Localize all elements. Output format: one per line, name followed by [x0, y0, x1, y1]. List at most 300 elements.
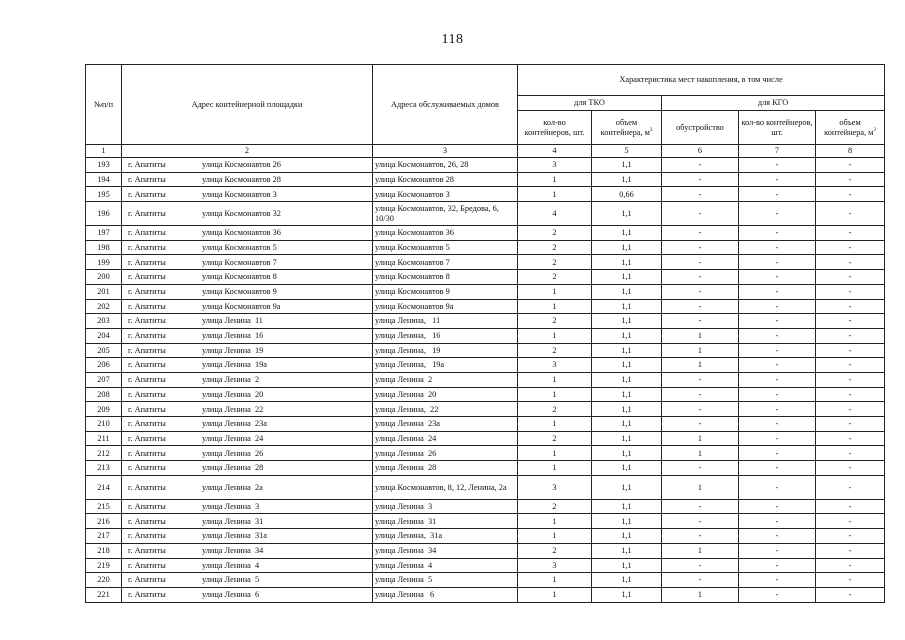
kgo-count: - [739, 328, 816, 343]
kgo-arrangement: - [662, 284, 739, 299]
site-street: улица Космонавтов 28 [202, 174, 281, 184]
site-city: г. Апатиты [128, 242, 166, 252]
table-row [86, 417, 885, 432]
site-city: г. Апатиты [128, 160, 166, 170]
site-city: г. Апатиты [128, 375, 166, 385]
site-address [122, 314, 373, 329]
served-houses: улица Ленина 24 [373, 431, 518, 446]
row-number: 221 [86, 587, 122, 602]
kgo-count: - [739, 226, 816, 241]
tko-count: 1 [518, 284, 592, 299]
site-street: улица Ленина 6 [202, 590, 260, 600]
tko-count: 2 [518, 226, 592, 241]
collection-sites-table [85, 64, 885, 603]
kgo-count: - [739, 372, 816, 387]
served-houses: улица Космонавтов, 8, 12, Ленина, 2а [373, 475, 518, 499]
site-city: г. Апатиты [128, 316, 166, 326]
kgo-arrangement: - [662, 417, 739, 432]
site-street: улица Ленина 11 [202, 316, 263, 326]
kgo-count: - [739, 573, 816, 588]
kgo-arrangement: 1 [662, 328, 739, 343]
kgo-count: - [739, 475, 816, 499]
table-row [86, 328, 885, 343]
kgo-arrangement: 1 [662, 358, 739, 373]
table-row [86, 255, 885, 270]
tko-count: 1 [518, 417, 592, 432]
kgo-volume: - [816, 558, 885, 573]
kgo-arrangement: 1 [662, 543, 739, 558]
table-row [86, 475, 885, 499]
kgo-volume: - [816, 172, 885, 187]
kgo-arrangement: 1 [662, 431, 739, 446]
served-houses: улица Ленина, 31а [373, 529, 518, 544]
site-address [122, 587, 373, 602]
table-row [86, 387, 885, 402]
kgo-arrangement: - [662, 255, 739, 270]
site-address [122, 372, 373, 387]
row-number: 213 [86, 461, 122, 476]
header-kgo-volume: объем контейнера, $м^3$ [816, 111, 885, 145]
index-cell: 4 [518, 145, 592, 158]
kgo-count: - [739, 299, 816, 314]
tko-count: 1 [518, 514, 592, 529]
site-street: улица Ленина 20 [202, 389, 264, 399]
row-number: 204 [86, 328, 122, 343]
row-number: 207 [86, 372, 122, 387]
site-street: улица Космонавтов 5 [202, 242, 277, 252]
kgo-arrangement: - [662, 514, 739, 529]
tko-volume: 1,1 [592, 417, 662, 432]
tko-volume: 1,1 [592, 226, 662, 241]
site-address [122, 529, 373, 544]
tko-count: 1 [518, 172, 592, 187]
served-houses: улица Ленина 23а [373, 417, 518, 432]
kgo-volume: - [816, 240, 885, 255]
site-address [122, 402, 373, 417]
kgo-volume: - [816, 543, 885, 558]
table-row [86, 270, 885, 285]
kgo-count: - [739, 343, 816, 358]
tko-volume: 1,1 [592, 543, 662, 558]
tko-count: 2 [518, 240, 592, 255]
tko-volume: 1,1 [592, 270, 662, 285]
table-row [86, 431, 885, 446]
site-address [122, 255, 373, 270]
tko-count: 2 [518, 499, 592, 514]
header-num: №п/п [86, 65, 122, 145]
row-number: 216 [86, 514, 122, 529]
tko-volume: 1,1 [592, 514, 662, 529]
site-address [122, 499, 373, 514]
tko-count: 2 [518, 543, 592, 558]
kgo-volume: - [816, 514, 885, 529]
row-number: 218 [86, 543, 122, 558]
kgo-count: - [739, 461, 816, 476]
header-characteristics: Характеристика мест накопления, в том числе [518, 65, 885, 96]
served-houses: улица Ленина, 11 [373, 314, 518, 329]
table-row [86, 461, 885, 476]
site-street: улица Космонавтов 36 [202, 228, 281, 238]
kgo-count: - [739, 402, 816, 417]
served-houses: улица Ленина 2 [373, 372, 518, 387]
site-city: г. Апатиты [128, 345, 166, 355]
kgo-count: - [739, 255, 816, 270]
kgo-arrangement: - [662, 172, 739, 187]
kgo-arrangement: - [662, 558, 739, 573]
row-number: 220 [86, 573, 122, 588]
site-street: улица Ленина 19 [202, 345, 264, 355]
kgo-volume: - [816, 387, 885, 402]
site-city: г. Апатиты [128, 331, 166, 341]
kgo-arrangement: - [662, 402, 739, 417]
kgo-volume: - [816, 343, 885, 358]
header-kgo: для КГО [662, 96, 885, 111]
tko-count: 4 [518, 202, 592, 226]
kgo-volume: - [816, 587, 885, 602]
table-row [86, 284, 885, 299]
site-street: улица Космонавтов 9а [202, 301, 281, 311]
tko-count: 1 [518, 387, 592, 402]
page-number: 118 [441, 32, 464, 47]
site-address [122, 573, 373, 588]
tko-volume: 1,1 [592, 461, 662, 476]
tko-volume: 1,1 [592, 499, 662, 514]
table-row [86, 187, 885, 202]
kgo-volume: - [816, 372, 885, 387]
served-houses: улица Ленина 3 [373, 499, 518, 514]
table-row [86, 172, 885, 187]
tko-volume: 0,66 [592, 187, 662, 202]
tko-count: 3 [518, 358, 592, 373]
kgo-volume: - [816, 226, 885, 241]
site-address [122, 543, 373, 558]
header-served-houses: Адреса обслуживаемых домов [373, 65, 518, 145]
kgo-volume: - [816, 328, 885, 343]
site-city: г. Апатиты [128, 501, 166, 511]
tko-count: 2 [518, 255, 592, 270]
tko-volume: 1,1 [592, 240, 662, 255]
kgo-count: - [739, 446, 816, 461]
tko-count: 1 [518, 328, 592, 343]
row-number: 193 [86, 158, 122, 173]
row-number: 212 [86, 446, 122, 461]
table-row [86, 587, 885, 602]
kgo-arrangement: - [662, 299, 739, 314]
site-street: улица Ленина 2 [202, 375, 260, 385]
kgo-volume: - [816, 255, 885, 270]
tko-count: 1 [518, 573, 592, 588]
site-address [122, 270, 373, 285]
site-address [122, 475, 373, 499]
table-row [86, 343, 885, 358]
served-houses: улица Космонавтов 5 [373, 240, 518, 255]
site-street: улица Ленина 28 [202, 463, 264, 473]
site-street: улица Ленина 23а [202, 419, 267, 429]
served-houses: улица Космонавтов 7 [373, 255, 518, 270]
served-houses: улица Ленина, 19а [373, 358, 518, 373]
tko-volume: 1,1 [592, 314, 662, 329]
table-row [86, 446, 885, 461]
site-city: г. Апатиты [128, 208, 166, 218]
tko-volume: 1,1 [592, 446, 662, 461]
kgo-arrangement: 1 [662, 475, 739, 499]
kgo-arrangement: - [662, 461, 739, 476]
row-number: 206 [86, 358, 122, 373]
site-address [122, 202, 373, 226]
served-houses: улица Космонавтов 9 [373, 284, 518, 299]
site-address [122, 358, 373, 373]
table-row [86, 226, 885, 241]
site-street: улица Ленина 5 [202, 575, 260, 585]
index-cell: 5 [592, 145, 662, 158]
index-cell: 1 [86, 145, 122, 158]
table-row [86, 558, 885, 573]
tko-count: 1 [518, 587, 592, 602]
table-row [86, 372, 885, 387]
tko-volume: 1,1 [592, 343, 662, 358]
kgo-count: - [739, 358, 816, 373]
site-street: улица Ленина 34 [202, 546, 264, 556]
site-street: улица Космонавтов 32 [202, 208, 281, 218]
tko-volume: 1,1 [592, 431, 662, 446]
kgo-count: - [739, 387, 816, 402]
site-city: г. Апатиты [128, 301, 166, 311]
tko-count: 1 [518, 299, 592, 314]
tko-volume: 1,1 [592, 255, 662, 270]
kgo-count: - [739, 284, 816, 299]
site-city: г. Апатиты [128, 287, 166, 297]
row-number: 201 [86, 284, 122, 299]
kgo-count: - [739, 202, 816, 226]
site-address [122, 172, 373, 187]
kgo-volume: - [816, 417, 885, 432]
kgo-count: - [739, 514, 816, 529]
column-index-row [86, 145, 885, 158]
table-row [86, 529, 885, 544]
site-street: улица Ленина 31 [202, 516, 264, 526]
site-city: г. Апатиты [128, 404, 166, 414]
tko-count: 1 [518, 461, 592, 476]
header-kgo-count: кол-во контейнеров, шт. [739, 111, 816, 145]
row-number: 214 [86, 475, 122, 499]
row-number: 202 [86, 299, 122, 314]
kgo-count: - [739, 270, 816, 285]
tko-volume: 1,1 [592, 158, 662, 173]
tko-volume: 1,1 [592, 587, 662, 602]
site-address [122, 187, 373, 202]
site-address [122, 226, 373, 241]
tko-volume: 1,1 [592, 475, 662, 499]
table-row [86, 158, 885, 173]
served-houses: улица Ленина 26 [373, 446, 518, 461]
site-street: улица Ленина 26 [202, 448, 264, 458]
tko-count: 2 [518, 343, 592, 358]
served-houses: улица Космонавтов 28 [373, 172, 518, 187]
tko-count: 2 [518, 431, 592, 446]
kgo-count: - [739, 187, 816, 202]
row-number: 197 [86, 226, 122, 241]
kgo-volume: - [816, 187, 885, 202]
served-houses: улица Космонавтов, 26, 28 [373, 158, 518, 173]
site-city: г. Апатиты [128, 482, 166, 492]
served-houses: улица Ленина 31 [373, 514, 518, 529]
kgo-arrangement: - [662, 240, 739, 255]
site-address [122, 240, 373, 255]
site-street: улица Ленина 31а [202, 531, 267, 541]
tko-volume: 1,1 [592, 284, 662, 299]
site-address [122, 158, 373, 173]
kgo-arrangement: - [662, 314, 739, 329]
kgo-arrangement: - [662, 270, 739, 285]
kgo-volume: - [816, 314, 885, 329]
tko-volume: 1,1 [592, 529, 662, 544]
kgo-count: - [739, 172, 816, 187]
site-city: г. Апатиты [128, 174, 166, 184]
site-city: г. Апатиты [128, 189, 166, 199]
index-cell: 6 [662, 145, 739, 158]
row-number: 199 [86, 255, 122, 270]
row-number: 196 [86, 202, 122, 226]
kgo-count: - [739, 529, 816, 544]
site-city: г. Апатиты [128, 228, 166, 238]
kgo-count: - [739, 543, 816, 558]
tko-volume: 1,1 [592, 573, 662, 588]
table-row [86, 299, 885, 314]
header-tko-count: кол-во контейнеров, шт. [518, 111, 592, 145]
site-city: г. Апатиты [128, 575, 166, 585]
tko-count: 2 [518, 314, 592, 329]
site-address [122, 446, 373, 461]
site-street: улица Ленина 4 [202, 560, 260, 570]
site-street: улица Ленина 3 [202, 501, 260, 511]
site-address [122, 299, 373, 314]
site-city: г. Апатиты [128, 360, 166, 370]
tko-volume: 1,1 [592, 372, 662, 387]
table-row [86, 402, 885, 417]
kgo-count: - [739, 558, 816, 573]
kgo-volume: - [816, 202, 885, 226]
header-tko: для ТКО [518, 96, 662, 111]
served-houses: улица Ленина 20 [373, 387, 518, 402]
site-street: улица Космонавтов 3 [202, 189, 277, 199]
index-cell: 8 [816, 145, 885, 158]
table-row [86, 573, 885, 588]
kgo-count: - [739, 240, 816, 255]
row-number: 203 [86, 314, 122, 329]
table-body [86, 158, 885, 603]
site-address [122, 343, 373, 358]
site-street: улица Ленина 22 [202, 404, 264, 414]
tko-volume: 1,1 [592, 299, 662, 314]
served-houses: улица Ленина, 22 [373, 402, 518, 417]
tko-count: 2 [518, 402, 592, 417]
site-street: улица Ленина 24 [202, 433, 264, 443]
table-row [86, 202, 885, 226]
row-number: 208 [86, 387, 122, 402]
header-site-address: Адрес контейнерной площадки [122, 65, 373, 145]
table-row [86, 514, 885, 529]
served-houses: улица Космонавтов 8 [373, 270, 518, 285]
tko-count: 1 [518, 446, 592, 461]
kgo-arrangement: - [662, 372, 739, 387]
table-row [86, 499, 885, 514]
served-houses: улица Ленина 28 [373, 461, 518, 476]
site-address [122, 328, 373, 343]
kgo-count: - [739, 587, 816, 602]
served-houses: улица Ленина 34 [373, 543, 518, 558]
site-street: улица Ленина 19а [202, 360, 267, 370]
header-tko-volume: объем контейнера, $м^3$ [592, 111, 662, 145]
row-number: 195 [86, 187, 122, 202]
site-street: улица Космонавтов 9 [202, 287, 277, 297]
tko-volume: 1,1 [592, 358, 662, 373]
served-houses: улица Ленина, 16 [373, 328, 518, 343]
site-city: г. Апатиты [128, 590, 166, 600]
tko-count: 3 [518, 558, 592, 573]
served-houses: улица Ленина 5 [373, 573, 518, 588]
served-houses: улица Космонавтов 36 [373, 226, 518, 241]
row-number: 215 [86, 499, 122, 514]
row-number: 211 [86, 431, 122, 446]
kgo-count: - [739, 158, 816, 173]
row-number: 209 [86, 402, 122, 417]
kgo-arrangement: - [662, 187, 739, 202]
tko-volume: 1,1 [592, 172, 662, 187]
tko-count: 3 [518, 158, 592, 173]
table-row [86, 240, 885, 255]
row-number: 198 [86, 240, 122, 255]
row-number: 219 [86, 558, 122, 573]
site-street: улица Ленина 2а [202, 482, 263, 492]
served-houses: улица Космонавтов 3 [373, 187, 518, 202]
kgo-arrangement: 1 [662, 587, 739, 602]
site-address [122, 558, 373, 573]
site-city: г. Апатиты [128, 433, 166, 443]
kgo-volume: - [816, 431, 885, 446]
site-city: г. Апатиты [128, 546, 166, 556]
row-number: 194 [86, 172, 122, 187]
site-city: г. Апатиты [128, 516, 166, 526]
kgo-count: - [739, 431, 816, 446]
kgo-volume: - [816, 299, 885, 314]
site-city: г. Апатиты [128, 448, 166, 458]
kgo-volume: - [816, 529, 885, 544]
tko-volume: 1,1 [592, 202, 662, 226]
kgo-arrangement: - [662, 226, 739, 241]
site-address [122, 387, 373, 402]
site-street: улица Космонавтов 8 [202, 272, 277, 282]
served-houses: улица Космонавтов, 32, Бредова, 6, 10/30 [373, 202, 518, 226]
tko-count: 1 [518, 372, 592, 387]
row-number: 205 [86, 343, 122, 358]
served-houses: улица Ленина, 19 [373, 343, 518, 358]
kgo-volume: - [816, 270, 885, 285]
tko-volume: 1,1 [592, 387, 662, 402]
kgo-volume: - [816, 358, 885, 373]
tko-volume: 1,1 [592, 558, 662, 573]
row-number: 210 [86, 417, 122, 432]
site-city: г. Апатиты [128, 272, 166, 282]
kgo-arrangement: - [662, 387, 739, 402]
site-city: г. Апатиты [128, 463, 166, 473]
tko-count: 2 [518, 270, 592, 285]
site-street: улица Ленина 16 [202, 331, 264, 341]
site-city: г. Апатиты [128, 531, 166, 541]
row-number: 217 [86, 529, 122, 544]
kgo-volume: - [816, 402, 885, 417]
tko-count: 3 [518, 475, 592, 499]
served-houses: улица Космонавтов 9а [373, 299, 518, 314]
